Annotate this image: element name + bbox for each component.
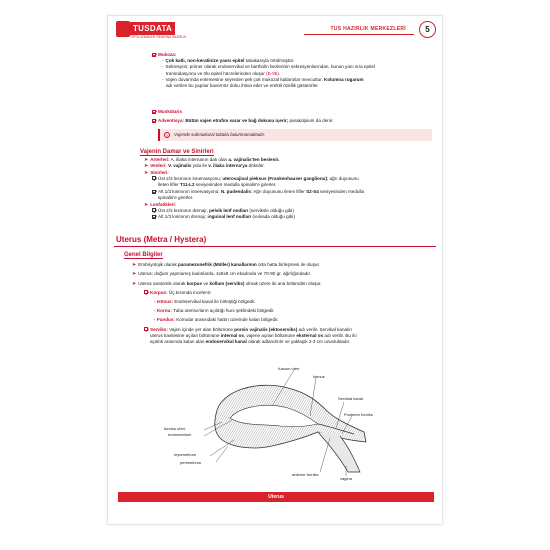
uterus-section: Genel Bilgiler ➤ Embriyolojik olarak paramezonefrik (Müller) kanallarının orta hatta birleşmesi ile oluşur. ➤ Uterus; doğum yapmamış kadınlarda, 4x6x8 cm ebadında ve 70-90 gr. ağırlığındadır. ➤ Uterus anatomik olarak korpus ve kollum (serviks) olmak üzere iki ana bölümden oluşur. Korpus: Üç kısımda incelenir: - Istmus: Endoservikal kanal ile birleştiği bölgedir. - Kornu: Tuba uterina'ların açıldığı huni şeklindeki bölgedir. - Fundus: Kornular arasındaki hattın üzerinde kalan bölgedir. Serviks: Vajen içinde yer alan bölümüne porsio vajinalis (ektoserviks) adı verilir. Servikal kanalın uterus kavitesine açılan bölümüne internal os, vajene açılan bölümüne eksternal os adı verilir. Bu iki açıklık arasında kalan alan endoservikal kanal olarak adlandırılır ve yaklaşık 2-3 cm uzunluktadır. bbox=[124, 252, 357, 345]
label-istmus: İstmus bbox=[313, 374, 325, 379]
page-number: 5 bbox=[419, 21, 436, 38]
checkbox-icon bbox=[152, 53, 156, 57]
checkbox-icon bbox=[152, 208, 156, 212]
note-box: ! Vajende submukozal tabaka bulunmamaktadır. bbox=[158, 129, 432, 141]
arrow-icon: ➤ bbox=[132, 271, 137, 278]
document-page bbox=[107, 15, 443, 525]
vascular-section: Vajenin Damar ve Sinirleri ➤ Arterleri: A. iliaka internanın dalı olan a. vajinalis'ten beslenir. ➤ Venleri: V. vajinalis yolu ile v. iliaka interna'ya dökülür. ➤ Sinirleri: Üst 2/3 kısmının innervasyonu; uterovajinal pleksus (Frankenhauser ganglionu); ağrı duyusunu ileten lifler T11-L2 seviyesinden medulla spinalis'e girerler. Alt 1/3 kısmının innervasyonu; N. pudendalis: Ağrı duyusunu ileten lifler S2-S4 seviyesinden medulla spinalis'e girerler. ➤ Lenfatikleri: Üst 2/3 kısmının drenajı; pelvik lenf nodları (serviksle olduğu gibi) Alt 1/3 kısmının drenajı; inguinal lenf nodları (vulvada olduğu gibi) bbox=[140, 149, 365, 220]
arrow-icon: ➤ bbox=[144, 169, 149, 176]
mukoza-section: Mukoza: - Çok katlı, non-keratinize yassı epitel tabakasıyla örtülmüştür. - Sekresyon; primer olarak endoservikal ve bartholin bezlerinin sekresyonlarından, bunun yanı sıra epitel transüdasyonu ve ölü epitel hücrelerinden oluşur (E-95). - Vajen duvarında enlemesine seyreden pek çok mukozal katlantılar mevcuttur. Kolumna rugarum adı verilen bu yapılar kavernöz doku ihtiva eder ve erektil özellik gösterirler. bbox=[152, 52, 437, 89]
checkbox-icon bbox=[152, 215, 156, 219]
adventisya-item: Adventisya: Bütün vajen etrafını sarar ve bağ dokusu içerir; parakolpium da denir. bbox=[152, 118, 437, 124]
muskularis-item: Muskülaris bbox=[152, 109, 437, 115]
label-myometrium: myometrium bbox=[174, 452, 197, 457]
checkbox-icon bbox=[152, 190, 156, 194]
uterus-diagram bbox=[164, 366, 388, 486]
arrow-icon: ➤ bbox=[144, 163, 149, 170]
info-icon: ! bbox=[164, 132, 170, 138]
checkbox-icon bbox=[152, 110, 156, 114]
figure-caption: Uterus bbox=[118, 492, 434, 502]
checkbox-icon bbox=[144, 327, 148, 331]
checkbox-icon bbox=[152, 119, 156, 123]
uterus-heading: Uterus (Metra / Hystera) bbox=[116, 235, 207, 244]
arrow-icon: ➤ bbox=[144, 201, 149, 208]
uterus-illustration bbox=[168, 366, 388, 486]
tusdata-logo: TUSDATA TIPTA UZMANLIK SINAVINA HAZIRLIK bbox=[116, 21, 178, 43]
arrow-icon: ➤ bbox=[144, 157, 149, 164]
checkbox-icon bbox=[144, 290, 148, 294]
label-fundus: fundus uteri- bbox=[164, 426, 187, 431]
label-vagina: vagina bbox=[340, 476, 352, 481]
divider bbox=[114, 246, 436, 247]
section-heading: Vajenin Damar ve Sinirleri bbox=[140, 149, 214, 155]
label-endometrium: endometrium bbox=[168, 432, 192, 437]
arrow-icon: ➤ bbox=[132, 262, 137, 269]
label-kavum-uteri: Kavum uteri bbox=[278, 366, 300, 371]
header-title: TUS HAZIRLIK MERKEZLERİ bbox=[330, 26, 406, 32]
label-anterior-forniks: anterior forniks bbox=[292, 472, 319, 477]
label-posterior-forniks: Posterior forniks bbox=[344, 412, 373, 417]
label-perimetrium: perimetrium bbox=[180, 460, 202, 465]
arrow-icon: ➤ bbox=[132, 280, 137, 287]
checkbox-icon bbox=[152, 176, 156, 180]
label-servikal-kanal: Servikal kanal bbox=[338, 396, 363, 401]
section-heading: Genel Bilgiler bbox=[124, 252, 163, 258]
